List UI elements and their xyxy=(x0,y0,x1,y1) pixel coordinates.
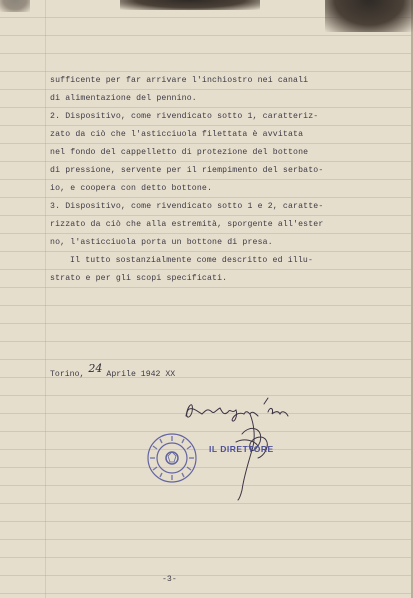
text-line: rizzato da ciò che alla estremità, sporgente all'ester xyxy=(50,220,324,229)
text-line: 2. Dispositivo, come rivendicato sotto 1, caratteriz- xyxy=(50,112,319,121)
text-line: sufficente per far arrivare l'inchiostro nei canali xyxy=(50,76,309,85)
body-text xyxy=(50,72,350,288)
date-rest: Aprile 1942 XX xyxy=(106,370,176,379)
text-line: Il tutto sostanzialmente come descritto ed illu- xyxy=(70,256,314,265)
date-place: Torino, xyxy=(50,370,85,379)
paper-stain xyxy=(0,0,30,12)
text-line: no, l'asticciuola porta un bottone di presa. xyxy=(50,238,273,247)
text-line: strato e per gli scopi specificati. xyxy=(50,274,228,283)
text-line: zato da ciò che l'asticciuola filettata è avvitata xyxy=(50,130,304,139)
director-label: IL DIRETTORE xyxy=(209,444,274,454)
text-line: di alimentazione del pennino. xyxy=(50,94,197,103)
official-stamp xyxy=(146,432,198,484)
date-line xyxy=(50,362,176,379)
paper-stain xyxy=(325,0,413,32)
paper-stain xyxy=(120,0,260,10)
page-number: -3- xyxy=(162,575,177,584)
text-line: di pressione, servente per il riempimento del serbato- xyxy=(50,166,324,175)
text-line: io, e coopera con detto bottone. xyxy=(50,184,213,193)
date-day: 24 xyxy=(88,362,103,375)
text-line: nel fondo del cappelletto di protezione del bottone xyxy=(50,148,309,157)
text-line: 3. Dispositivo, come rivendicato sotto 1 e 2, caratte- xyxy=(50,202,324,211)
